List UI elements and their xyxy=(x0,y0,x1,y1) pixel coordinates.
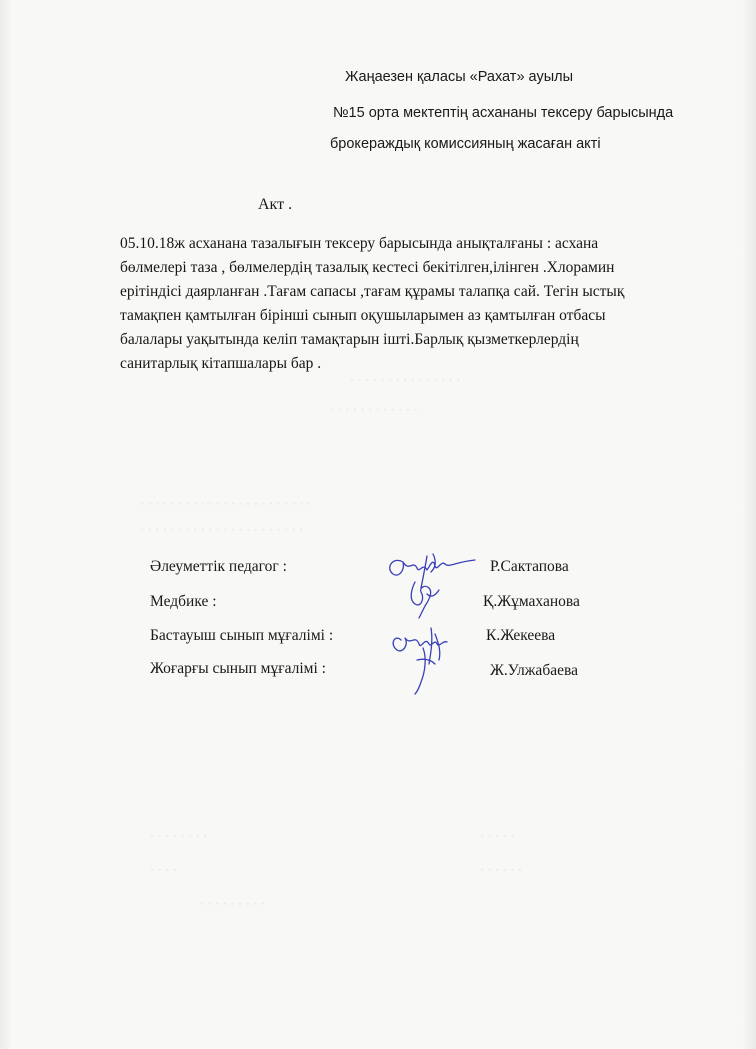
body-line: тамақпен қамтылған бірінші сынып оқушыларымен аз қамтылған отбасы xyxy=(120,307,606,324)
signatory-role-senior-teacher: Жоғарғы сынып мұғалімі : xyxy=(150,660,326,677)
show-through-ghost-4: · · · · · · · · · · · · · · · · · · · · · · xyxy=(140,522,304,537)
signatory-role-social-pedagogue: Әлеуметтік педагог : xyxy=(150,558,287,575)
show-through-ghost-8: · · · · · · xyxy=(480,862,523,877)
header-line-2: №15 орта мектептің асхананы тексеру барысында xyxy=(333,105,674,121)
signatory-role-nurse: Медбике : xyxy=(150,593,217,610)
signature-1 xyxy=(390,560,475,575)
show-through-ghost-6: · · · · · xyxy=(480,828,515,843)
signature-4 xyxy=(415,648,425,694)
signatory-name-primary-teacher: К.Жекеева xyxy=(486,627,556,644)
signatory-name-nurse: Қ.Жұмаханова xyxy=(483,593,580,610)
signatory-name-social-pedagogue: Р.Сактапова xyxy=(490,558,569,575)
show-through-ghost-7: · · · · xyxy=(150,862,178,877)
body-line: 05.10.18ж асханана тазалығын тексеру барысында анықталғаны : асхана xyxy=(120,235,599,252)
show-through-ghost-1: · · · · · · · · · · · · · · · xyxy=(350,372,461,387)
header-line-3: брокераждық комиссияның жасаған акті xyxy=(330,136,601,152)
header-line-1: Жаңаезен қаласы «Рахат» ауылы xyxy=(345,69,573,85)
body-line: бөлмелері таза , бөлмелердің тазалық кестесі бекітілген,ілінген .Хлорамин xyxy=(120,259,615,276)
body-line: балалары уақытында келіп тамақтарын ішті.Барлық қызметкерлердің xyxy=(120,331,579,348)
signatory-role-primary-teacher: Бастауыш сынып мұғалімі : xyxy=(150,627,334,644)
show-through-ghost-5: · · · · · · · · xyxy=(150,828,208,843)
body-line: санитарлық кітапшалары бар . xyxy=(120,355,322,372)
show-through-ghost-2: · · · · · · · · · · · · xyxy=(330,402,418,417)
show-through-ghost-9: · · · · · · · · · xyxy=(200,896,265,911)
show-through-ghost-3: · · · · · · · · · · · · · · · · · · · · · · · xyxy=(140,496,312,511)
act-body xyxy=(120,232,695,376)
body-line: ерітіндісі даярланған .Тағам сапасы ,тағам құрамы талапқа сай. Тегін ыстық xyxy=(120,283,625,300)
signatory-name-senior-teacher: Ж.Улжабаева xyxy=(490,662,578,679)
act-title: Акт . xyxy=(258,196,293,213)
handwritten-signatures xyxy=(375,548,495,698)
